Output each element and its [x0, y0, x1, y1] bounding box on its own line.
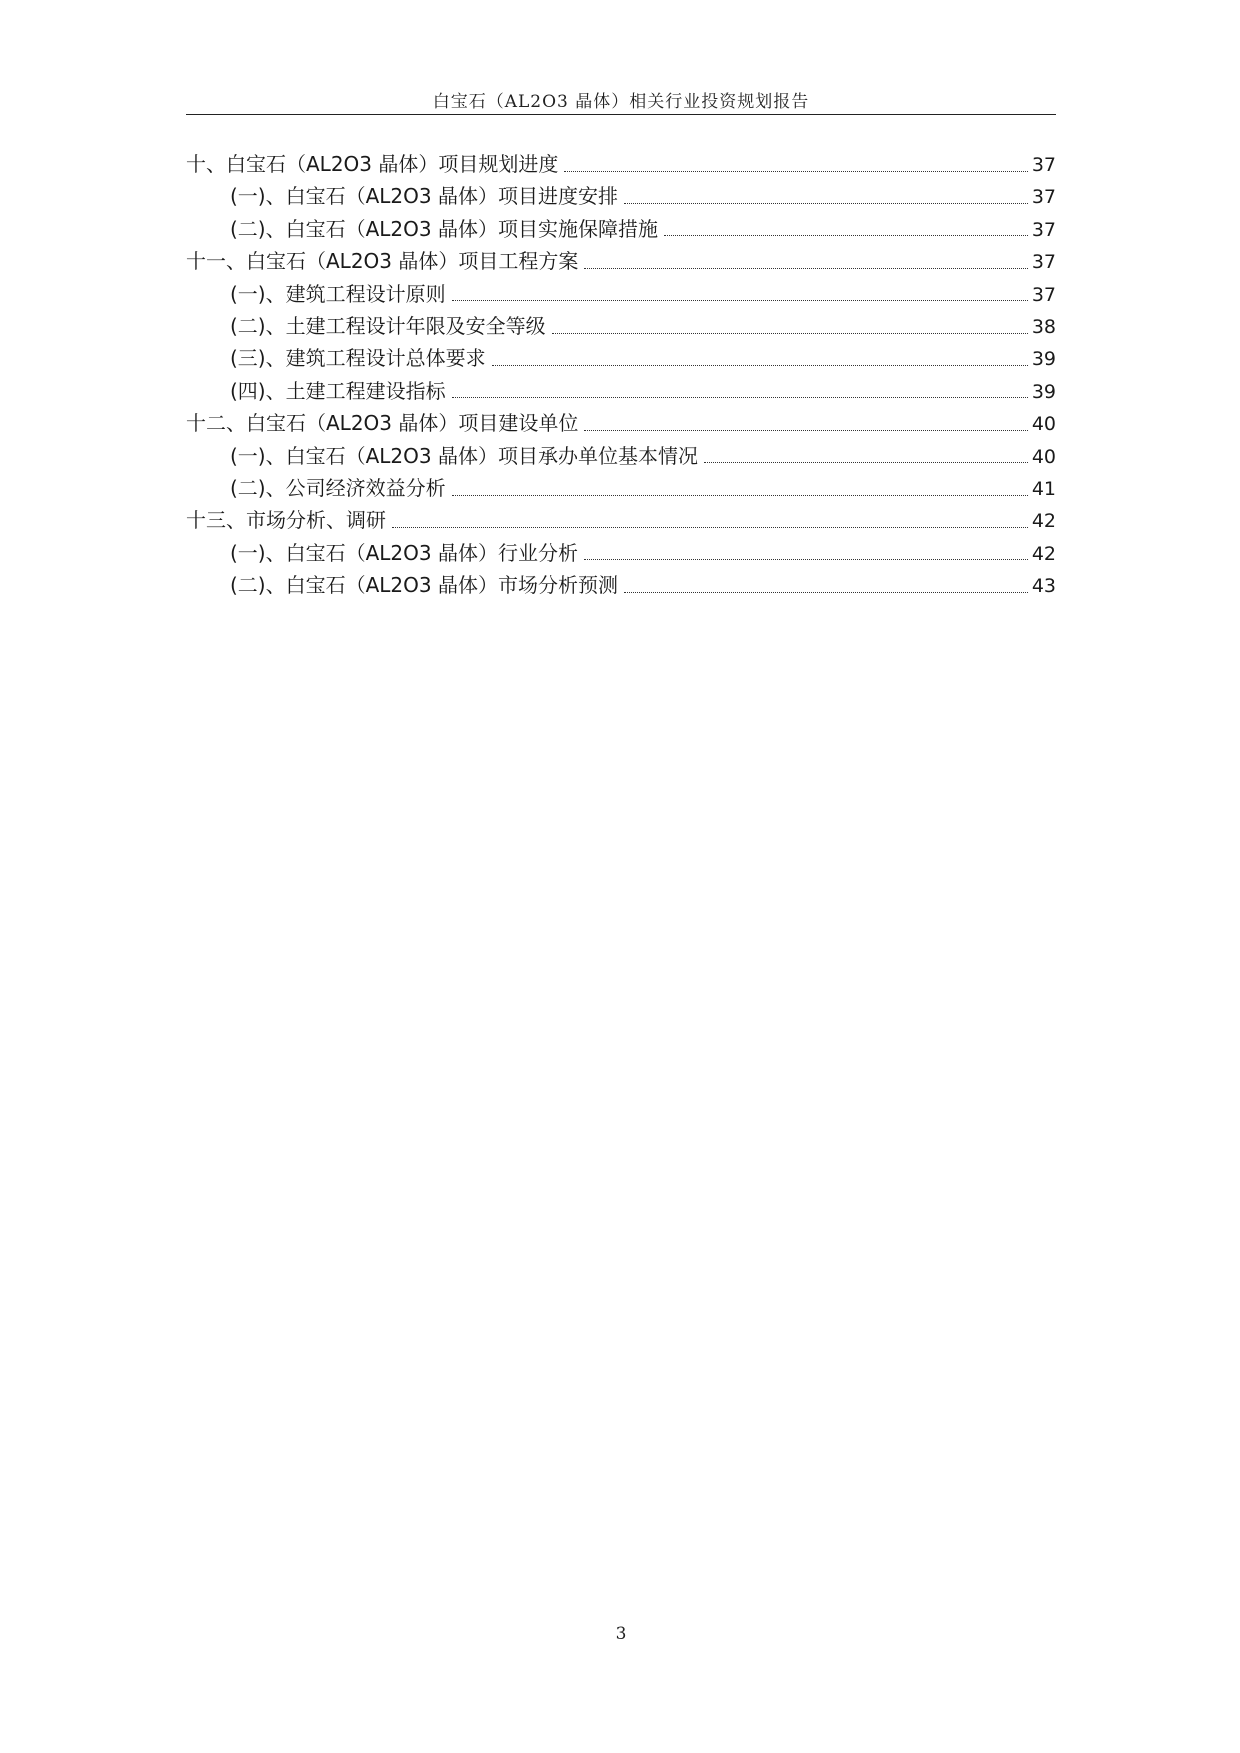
toc-section-entry[interactable] — [186, 342, 1056, 374]
toc-chapter-entry[interactable] — [186, 504, 1056, 536]
toc-entry-title: (四)、土建工程建设指标 — [230, 378, 446, 403]
header-divider — [186, 114, 1056, 115]
toc-dot-leader — [624, 203, 1028, 204]
toc-entry-title: 十一、白宝石（AL2O3 晶体）项目工程方案 — [186, 249, 579, 274]
toc-entry-page-number: 37 — [1031, 251, 1056, 274]
toc-dot-leader — [584, 430, 1027, 431]
toc-entry-page-number: 42 — [1031, 510, 1056, 533]
toc-entry-title: (一)、白宝石（AL2O3 晶体）项目进度安排 — [230, 184, 618, 209]
toc-entry-title: (二)、公司经济效益分析 — [230, 475, 446, 500]
toc-entry-page-number: 37 — [1031, 218, 1056, 241]
toc-section-entry[interactable] — [186, 213, 1056, 245]
toc-entry-page-number: 40 — [1031, 413, 1056, 436]
toc-entry-title: (二)、白宝石（AL2O3 晶体）项目实施保障措施 — [230, 216, 658, 241]
running-header-title: 白宝石（AL2O3 晶体）相关行业投资规划报告 — [432, 92, 810, 112]
toc-entry-title: (三)、建筑工程设计总体要求 — [230, 346, 486, 371]
page-number: 3 — [615, 1624, 627, 1644]
toc-section-entry[interactable] — [186, 310, 1056, 342]
toc-chapter-entry[interactable] — [186, 148, 1056, 180]
toc-entry-page-number: 37 — [1031, 283, 1056, 306]
toc-dot-leader — [704, 462, 1028, 463]
toc-dot-leader — [584, 559, 1028, 560]
toc-dot-leader — [584, 268, 1027, 269]
toc-chapter-entry[interactable] — [186, 245, 1056, 277]
toc-section-entry[interactable] — [186, 472, 1056, 504]
table-of-contents — [186, 148, 1056, 601]
toc-entry-title: (二)、白宝石（AL2O3 晶体）市场分析预测 — [230, 573, 618, 598]
toc-entry-title: (一)、白宝石（AL2O3 晶体）行业分析 — [230, 540, 578, 565]
toc-entry-title: (二)、土建工程设计年限及安全等级 — [230, 313, 546, 338]
toc-entry-page-number: 37 — [1031, 154, 1056, 176]
toc-entry-page-number: 37 — [1031, 186, 1056, 209]
toc-entry-page-number: 41 — [1031, 477, 1056, 500]
toc-dot-leader — [452, 397, 1028, 398]
toc-dot-leader — [624, 592, 1028, 593]
toc-dot-leader — [452, 495, 1028, 496]
toc-dot-leader — [392, 527, 1028, 528]
toc-entry-page-number: 42 — [1031, 542, 1056, 565]
toc-entry-page-number: 38 — [1031, 315, 1056, 338]
toc-section-entry[interactable] — [186, 375, 1056, 407]
toc-entry-title: 十二、白宝石（AL2O3 晶体）项目建设单位 — [186, 411, 579, 436]
toc-entry-title: 十三、市场分析、调研 — [186, 508, 386, 533]
toc-section-entry[interactable] — [186, 440, 1056, 472]
toc-dot-leader — [552, 333, 1028, 334]
toc-dot-leader — [564, 171, 1027, 172]
toc-dot-leader — [664, 235, 1028, 236]
toc-entry-page-number: 39 — [1031, 380, 1056, 403]
toc-section-entry[interactable] — [186, 569, 1056, 601]
toc-chapter-entry[interactable] — [186, 407, 1056, 439]
toc-entry-title: (一)、建筑工程设计原则 — [230, 281, 446, 306]
toc-entry-page-number: 39 — [1031, 348, 1056, 371]
toc-section-entry[interactable] — [186, 180, 1056, 212]
toc-section-entry[interactable] — [186, 278, 1056, 310]
toc-section-entry[interactable] — [186, 537, 1056, 569]
toc-entry-page-number: 43 — [1031, 575, 1056, 598]
toc-entry-title: (一)、白宝石（AL2O3 晶体）项目承办单位基本情况 — [230, 443, 698, 468]
toc-entry-title: 十、白宝石（AL2O3 晶体）项目规划进度 — [186, 152, 559, 176]
toc-dot-leader — [492, 365, 1028, 366]
toc-dot-leader — [452, 300, 1028, 301]
toc-entry-page-number: 40 — [1031, 445, 1056, 468]
